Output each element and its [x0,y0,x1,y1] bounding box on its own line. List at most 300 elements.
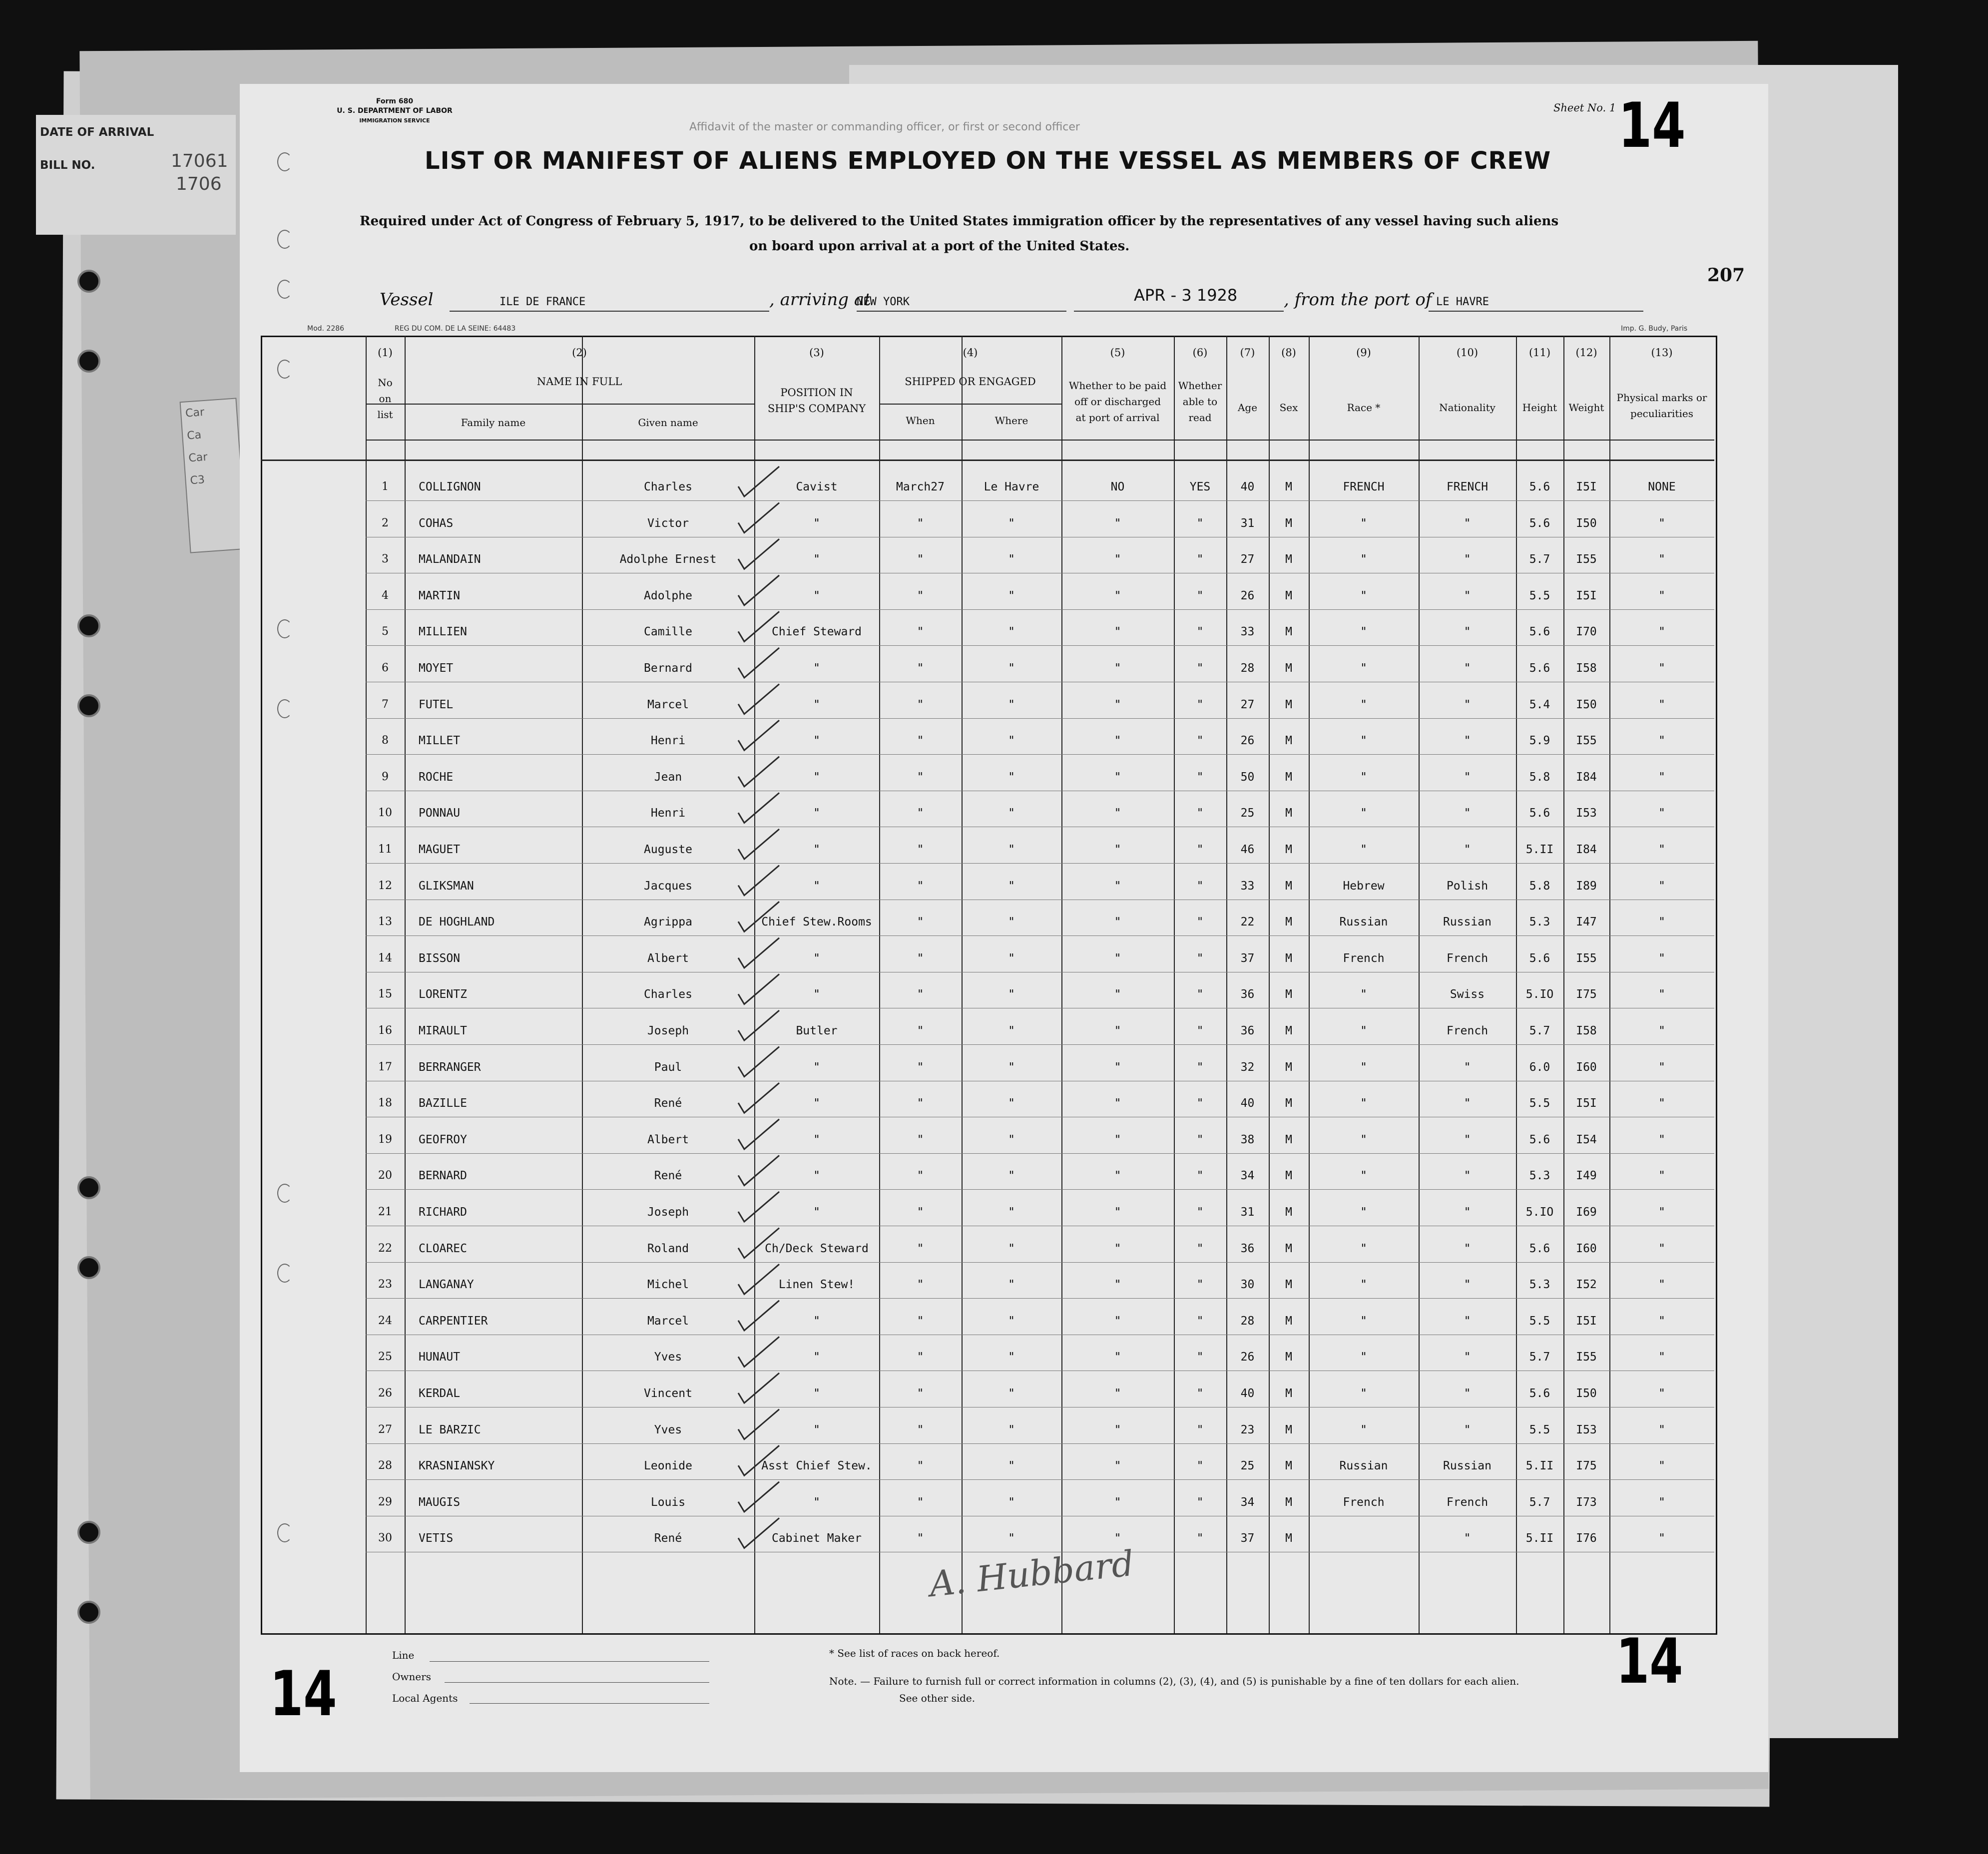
cell-age: 34 [1240,1169,1255,1183]
cell-sex: M [1285,589,1292,602]
cell-height: 5.6 [1529,951,1550,965]
row-number: 4 [382,589,389,602]
cell-paid: " [1114,988,1121,1001]
cell-race: " [1360,1278,1367,1292]
cell-paid: " [1114,1495,1121,1509]
cell-height: 5.7 [1529,1495,1550,1509]
row-rule [366,1189,1714,1190]
cell-race: FRENCH [1343,480,1385,493]
cell-sex: M [1285,1206,1292,1219]
cell-race: " [1360,1206,1367,1219]
row-rule [366,1443,1714,1444]
column-number-2: (2) [572,347,587,359]
cell-race: " [1360,1097,1367,1110]
cell-where: " [1008,1278,1015,1292]
cell-sex: M [1285,1387,1292,1400]
cell-nat: " [1464,553,1471,566]
cell-nat: " [1464,1423,1471,1436]
cell-race: French [1343,1495,1385,1509]
cell-age: 46 [1240,843,1255,856]
cell-given: Jacques [644,879,692,893]
cell-family: CARPENTIER [419,1314,488,1328]
cell-read: " [1196,879,1204,893]
cell-paid: " [1114,951,1121,965]
cell-when: " [917,1314,924,1328]
cell-weight: I55 [1576,1351,1597,1364]
cell-weight: I5I [1576,1097,1597,1110]
cell-sex: M [1285,516,1292,530]
cell-where: " [1008,734,1015,748]
cell-height: 5.8 [1529,770,1550,784]
printer: Imp. G. Budy, Paris [1621,325,1688,333]
row-number: 7 [382,698,389,711]
cell-age: 37 [1240,951,1255,965]
column-divider [1174,336,1175,1633]
cell-where: " [1008,1351,1015,1364]
cell-marks: " [1658,1206,1665,1219]
cell-nat: " [1464,1097,1471,1110]
cell-where: " [1008,1024,1015,1037]
cell-when: " [917,916,924,929]
cell-family: MALANDAIN [419,553,481,566]
cell-read: " [1196,916,1204,929]
cell-given: Louis [650,1495,686,1509]
cell-read: " [1196,1351,1204,1364]
cell-position: " [813,879,820,893]
ring-mark [277,230,292,249]
cell-position: " [813,553,820,566]
cell-marks: " [1658,1097,1665,1110]
cell-when: " [917,1387,924,1400]
cell-paid: " [1114,1133,1121,1146]
cell-when: " [917,1278,924,1292]
cell-read: " [1196,698,1204,711]
cell-position: " [813,1133,820,1146]
arriving-label: , arriving at [769,290,871,310]
punch-hole [77,1601,100,1624]
cell-read: YES [1189,480,1211,493]
arriving-port: NEW YORK [857,296,910,308]
cell-age: 31 [1240,516,1255,530]
row-rule [366,1153,1714,1154]
column-number-9: (9) [1356,347,1371,359]
cell-when: " [917,734,924,748]
row-rule [366,645,1714,646]
cell-sex: M [1285,770,1292,784]
cell-position: " [813,843,820,856]
row-number: 25 [378,1351,392,1364]
cell-nat: French [1446,951,1489,965]
cell-marks: " [1658,770,1665,784]
row-rule [366,1044,1714,1045]
cell-marks: " [1658,1314,1665,1328]
row-number: 29 [378,1495,392,1508]
cell-nat: " [1464,807,1471,820]
cell-paid: " [1114,734,1121,748]
cell-weight: I75 [1576,1459,1597,1473]
cell-where: Le Havre [984,480,1039,493]
cell-where: " [1008,770,1015,784]
cell-given: Marcel [647,1314,689,1328]
cell-race: " [1360,1387,1367,1400]
row-number: 6 [382,662,389,674]
cell-race: " [1360,625,1367,639]
cell-given: Charles [644,480,692,493]
cell-paid: " [1114,1169,1121,1183]
cell-race: " [1360,589,1367,602]
cell-sex: M [1285,662,1292,675]
ring-mark [277,152,292,171]
cell-sex: M [1285,1495,1292,1509]
cell-where: " [1008,662,1015,675]
cell-when: " [917,843,924,856]
cell-when: " [917,1097,924,1110]
cell-weight: I58 [1576,662,1597,675]
cell-position: " [813,662,820,675]
cell-race: " [1360,734,1367,748]
row-rule [366,1479,1714,1480]
cell-sex: M [1285,1423,1292,1436]
cell-height: 5.6 [1529,516,1550,530]
cell-family: MILLIEN [419,625,467,639]
cell-read: " [1196,589,1204,602]
cell-position: " [813,1060,820,1074]
cell-age: 36 [1240,1024,1255,1037]
cell-race: French [1343,951,1385,965]
cell-nat: " [1464,1314,1471,1328]
cell-marks: " [1658,1242,1665,1255]
cell-height: 5.6 [1529,662,1550,675]
cell-sex: M [1285,734,1292,748]
cell-position: Cabinet Maker [771,1532,862,1545]
cell-where: " [1008,698,1015,711]
cell-read: " [1196,807,1204,820]
cell-sex: M [1285,1060,1292,1074]
cell-where: " [1008,1459,1015,1473]
cell-weight: I53 [1576,1423,1597,1436]
cell-where: " [1008,553,1015,566]
cell-when: " [917,1495,924,1509]
cell-when: " [917,516,924,530]
vessel-name: ILE DE FRANCE [499,296,586,308]
row-rule [366,609,1714,610]
cell-given: Auguste [644,843,692,856]
header-position: POSITION IN SHIP'S COMPANY [767,387,866,415]
cell-family: BERRANGER [419,1060,481,1074]
cell-marks: " [1658,1387,1665,1400]
row-number: 9 [382,770,389,783]
cell-read: " [1196,516,1204,530]
cell-marks: " [1658,1024,1665,1037]
cell-position: Butler [796,1024,838,1037]
cell-when: " [917,1133,924,1146]
cell-paid: " [1114,770,1121,784]
cell-when: " [917,807,924,820]
cell-age: 40 [1240,1387,1255,1400]
cell-nat: Polish [1446,879,1489,893]
cell-given: Adolphe [644,589,692,602]
cell-age: 23 [1240,1423,1255,1436]
column-divider [1609,336,1610,1633]
column-number-11: (11) [1528,347,1551,359]
form-subtitle-2: on board upon arrival at a port of the United States. [749,239,1130,254]
cell-weight: I52 [1576,1278,1597,1292]
cell-marks: " [1658,516,1665,530]
cell-nat: " [1464,1060,1471,1074]
cell-when: " [917,951,924,965]
column-divider [1419,336,1420,1633]
punch-hole [77,350,100,373]
cell-height: 5.IO [1525,988,1554,1001]
cell-weight: I5I [1576,480,1597,493]
cell-age: 38 [1240,1133,1255,1146]
header-name-in-full: NAME IN FULL [536,376,622,388]
row-number: 17 [378,1060,392,1073]
cell-age: 36 [1240,988,1255,1001]
column-number-4: (4) [963,347,978,359]
punch-hole [77,1176,100,1199]
cell-family: RICHARD [419,1206,467,1219]
cell-race: " [1360,1423,1367,1436]
cell-sex: M [1285,1169,1292,1183]
cell-race: " [1360,807,1367,820]
signature: A. Hubbard [927,1542,1136,1605]
cell-family: COHAS [419,516,454,530]
cell-given: Jean [654,770,682,784]
cell-age: 33 [1240,625,1255,639]
row-number: 11 [378,843,392,856]
cell-given: Adolphe Ernest [619,553,717,566]
cell-given: René [654,1097,682,1110]
row-number: 13 [378,916,392,928]
header-weight: Weight [1568,402,1604,414]
cell-position: " [813,770,820,784]
cell-sex: M [1285,1351,1292,1364]
cell-nat: " [1464,1133,1471,1146]
cell-paid: " [1114,843,1121,856]
cell-paid: " [1114,589,1121,602]
row-number: 30 [378,1532,392,1545]
cell-where: " [1008,1314,1015,1328]
cell-weight: I49 [1576,1169,1597,1183]
cell-paid: " [1114,1387,1121,1400]
row-rule [366,1298,1714,1299]
cell-weight: I54 [1576,1133,1597,1146]
cell-race: Russian [1339,1459,1388,1473]
cell-family: MARTIN [419,589,461,602]
cell-nat: " [1464,843,1471,856]
cell-read: " [1196,770,1204,784]
cell-race: " [1360,1314,1367,1328]
cell-nat: " [1464,516,1471,530]
cell-age: 34 [1240,1495,1255,1509]
cell-paid: " [1114,1024,1121,1037]
cell-family: COLLIGNON [419,480,481,493]
cell-race: " [1360,1024,1367,1037]
header-age: Age [1237,402,1258,414]
cell-age: 25 [1240,807,1255,820]
cell-where: " [1008,1387,1015,1400]
cell-race: " [1360,698,1367,711]
cell-family: KRASNIANSKY [419,1459,495,1473]
cell-age: 50 [1240,770,1255,784]
sheet-number-top: 14 [1618,90,1686,162]
cell-nat: " [1464,1351,1471,1364]
cell-marks: " [1658,843,1665,856]
cell-when: " [917,770,924,784]
cell-race: " [1360,770,1367,784]
cell-race: " [1360,1169,1367,1183]
cell-nat: " [1464,589,1471,602]
cell-age: 28 [1240,1314,1255,1328]
cell-paid: " [1114,625,1121,639]
cell-when: " [917,1532,924,1545]
cell-paid: " [1114,553,1121,566]
cell-read: " [1196,1097,1204,1110]
handwritten-number: 207 [1707,265,1745,286]
column-number-12: (12) [1575,347,1597,359]
cell-when: " [917,1169,924,1183]
cell-height: 5.6 [1529,1242,1550,1255]
cell-paid: " [1114,879,1121,893]
cell-read: " [1196,1133,1204,1146]
cell-weight: I55 [1576,951,1597,965]
cell-age: 32 [1240,1060,1255,1074]
cell-marks: " [1658,1495,1665,1509]
column-divider [1309,336,1310,1633]
cell-weight: I60 [1576,1242,1597,1255]
cell-given: Camille [644,625,692,639]
cell-height: 5.II [1525,1532,1554,1545]
cell-weight: I53 [1576,807,1597,820]
cell-height: 5.3 [1529,1278,1550,1292]
cell-where: " [1008,1206,1015,1219]
cell-family: PONNAU [419,807,461,820]
cell-nat: " [1464,698,1471,711]
cell-where: " [1008,916,1015,929]
header-subline [879,404,1061,405]
header-shipped-engaged: SHIPPED OR ENGAGED [905,376,1036,388]
cell-read: " [1196,1278,1204,1292]
cell-marks: " [1658,698,1665,711]
cell-marks: " [1658,553,1665,566]
cell-position: " [813,1314,820,1328]
header-when: When [906,415,935,427]
row-number: 14 [378,951,392,964]
cell-where: " [1008,1060,1015,1074]
cell-age: 27 [1240,553,1255,566]
cell-paid: " [1114,1242,1121,1255]
cell-nat: " [1464,1278,1471,1292]
cell-position: Cavist [796,480,838,493]
cell-sex: M [1285,480,1292,493]
cell-age: 28 [1240,662,1255,675]
header-subline [366,404,754,405]
cell-position: Ch/Deck Steward [765,1242,869,1255]
row-number: 24 [378,1314,392,1327]
cell-height: 5.3 [1529,1169,1550,1183]
cell-position: " [813,1097,820,1110]
registration: REG DU COM. DE LA SEINE: 64483 [395,325,516,333]
cell-sex: M [1285,988,1292,1001]
cell-family: MOYET [419,662,454,675]
cell-sex: M [1285,916,1292,929]
races-note: * See list of races on back hereof. [829,1647,1000,1659]
column-divider [1563,336,1564,1633]
cell-marks: " [1658,734,1665,748]
cell-weight: I58 [1576,1024,1597,1037]
cell-height: 5.5 [1529,1097,1550,1110]
cell-position: " [813,1495,820,1509]
row-rule [366,500,1714,501]
cell-given: Joseph [647,1206,689,1219]
cell-marks: " [1658,1169,1665,1183]
header-bottom-line [261,460,1714,461]
cell-position: Asst Chief Stew. [761,1459,872,1473]
cell-given: Joseph [647,1024,689,1037]
cell-age: 30 [1240,1278,1255,1292]
header-race: Race * [1347,402,1381,414]
cell-race: " [1360,843,1367,856]
cell-height: 5.6 [1529,625,1550,639]
cell-height: 5.IO [1525,1206,1554,1219]
row-rule [366,1262,1714,1263]
cell-family: GLIKSMAN [419,879,474,893]
cell-position: " [813,988,820,1001]
cell-when: " [917,1351,924,1364]
cell-height: 5.8 [1529,879,1550,893]
row-number: 10 [378,807,392,820]
row-number: 1 [382,480,389,493]
cell-sex: M [1285,1097,1292,1110]
cell-height: 5.9 [1529,734,1550,748]
cell-given: Albert [647,951,689,965]
row-number: 28 [378,1459,392,1472]
header-paid: Whether to be paid off or discharged at port of arrival [1068,380,1167,424]
cell-paid: " [1114,1532,1121,1545]
cell-position: " [813,516,820,530]
cell-paid: " [1114,698,1121,711]
cell-height: 5.6 [1529,1387,1550,1400]
row-number: 20 [378,1169,392,1182]
cell-height: 5.7 [1529,1351,1550,1364]
column-number-6: (6) [1192,347,1208,359]
from-port: LE HAVRE [1436,296,1489,308]
cell-weight: I47 [1576,916,1597,929]
cell-read: " [1196,1532,1204,1545]
cell-sex: M [1285,1314,1292,1328]
cell-read: " [1196,553,1204,566]
cell-marks: " [1658,1459,1665,1473]
cell-where: " [1008,1097,1015,1110]
cell-given: Charles [644,988,692,1001]
cell-read: " [1196,1169,1204,1183]
cell-sex: M [1285,843,1292,856]
cell-paid: " [1114,1314,1121,1328]
cell-given: Yves [654,1423,682,1436]
cell-family: BISSON [419,951,461,965]
cell-paid: " [1114,916,1121,929]
cell-where: " [1008,951,1015,965]
row-rule [366,754,1714,755]
cell-weight: I76 [1576,1532,1597,1545]
cell-race: " [1360,1133,1367,1146]
cell-read: " [1196,662,1204,675]
header-given-name: Given name [638,417,698,429]
cell-height: 5.6 [1529,807,1550,820]
column-number-13: (13) [1651,347,1673,359]
cell-race: " [1360,516,1367,530]
